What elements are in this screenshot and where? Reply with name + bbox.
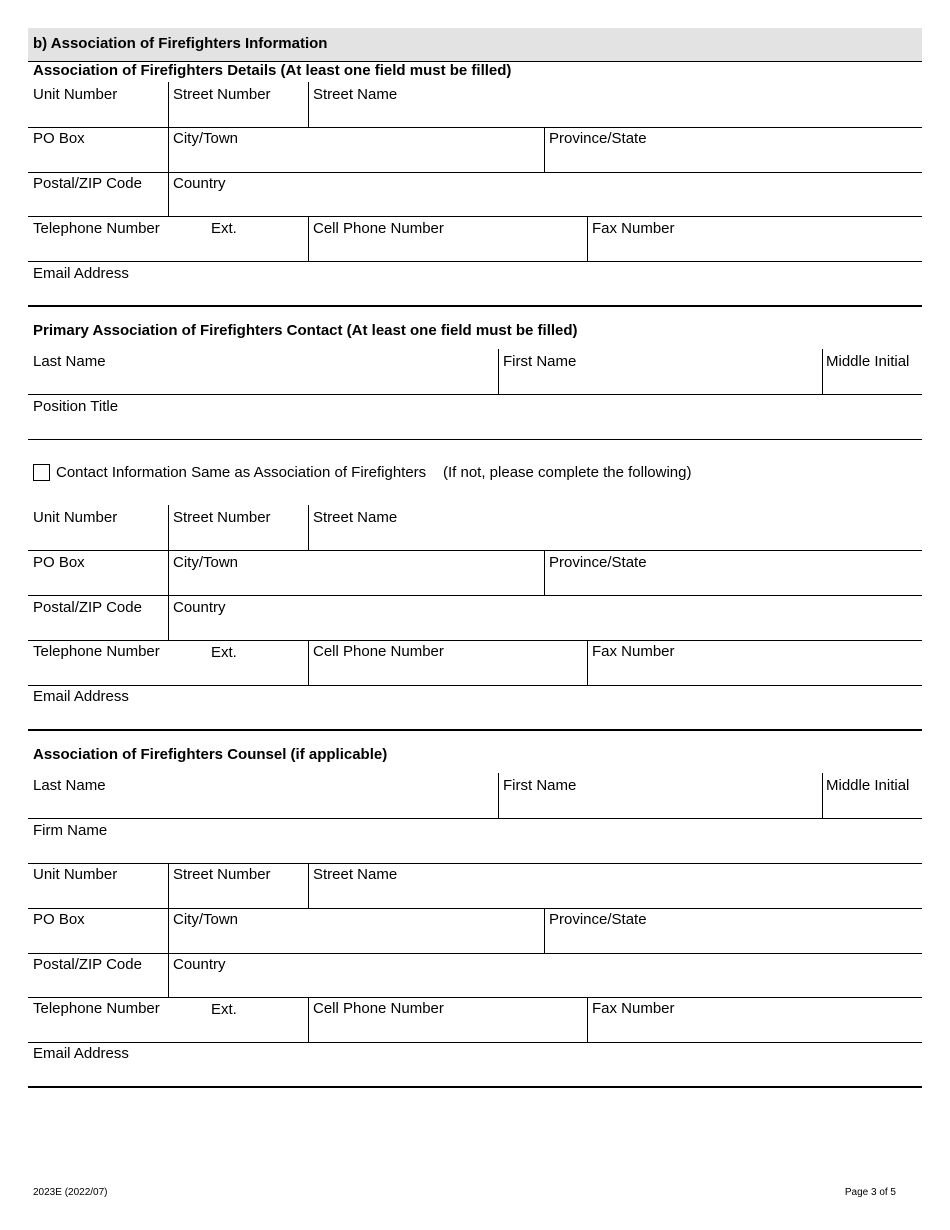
divider [544, 128, 545, 172]
counsel-fax-label: Fax Number [592, 1000, 675, 1017]
details-country-label: Country [173, 175, 226, 192]
counsel-country-label: Country [173, 956, 226, 973]
details-cell-phone-label: Cell Phone Number [313, 220, 444, 237]
details-province-state-label: Province/State [549, 130, 647, 147]
same-as-association-note: (If not, please complete the following) [443, 464, 692, 481]
contact-email-field[interactable] [28, 686, 922, 729]
contact-position-title-field[interactable] [28, 395, 922, 439]
details-po-box-label: PO Box [33, 130, 85, 147]
details-country-field[interactable] [169, 173, 922, 216]
divider [308, 641, 309, 685]
counsel-po-box-label: PO Box [33, 911, 85, 928]
contact-street-number-label: Street Number [173, 509, 271, 526]
details-heading: Association of Firefighters Details (At least one field must be filled) [33, 62, 512, 79]
divider [822, 773, 823, 818]
counsel-country-field[interactable] [169, 954, 922, 997]
divider [587, 217, 588, 261]
contact-position-title-label: Position Title [33, 398, 119, 415]
divider [168, 505, 169, 550]
contact-first-name-label: First Name [503, 353, 577, 370]
details-city-town-label: City/Town [173, 130, 239, 147]
divider [168, 551, 169, 595]
divider [587, 641, 588, 685]
divider [168, 864, 169, 908]
contact-street-name-label: Street Name [313, 509, 398, 526]
contact-ext-label: Ext. [211, 644, 237, 661]
section-header: b) Association of Firefighters Information [33, 35, 328, 52]
counsel-street-number-label: Street Number [173, 866, 271, 883]
counsel-email-field[interactable] [28, 1043, 922, 1086]
same-as-association-checkbox[interactable] [33, 464, 50, 481]
counsel-middle-initial-label: Middle Initial [826, 777, 910, 794]
divider [308, 217, 309, 261]
divider [544, 909, 545, 953]
counsel-unit-number-label: Unit Number [33, 866, 118, 883]
contact-country-field[interactable] [169, 596, 922, 640]
contact-telephone-label: Telephone Number [33, 643, 160, 660]
contact-province-state-label: Province/State [549, 554, 647, 571]
contact-po-box-label: PO Box [33, 554, 85, 571]
form-code: 2023E (2022/07) [33, 1187, 108, 1198]
divider [168, 909, 169, 953]
details-street-name-field[interactable] [309, 82, 922, 127]
counsel-last-name-label: Last Name [33, 777, 106, 794]
counsel-firm-name-field[interactable] [28, 819, 922, 863]
counsel-heading: Association of Firefighters Counsel (if applicable) [33, 746, 388, 763]
divider [308, 998, 309, 1042]
contact-email-label: Email Address [33, 688, 129, 705]
counsel-province-state-label: Province/State [549, 911, 647, 928]
divider [544, 551, 545, 595]
counsel-telephone-label: Telephone Number [33, 1000, 160, 1017]
counsel-street-name-label: Street Name [313, 866, 398, 883]
same-as-association-label: Contact Information Same as Association of Firefighters [56, 464, 427, 481]
contact-last-name-label: Last Name [33, 353, 106, 370]
section-divider [28, 305, 922, 307]
section-divider [28, 1086, 922, 1088]
contact-heading: Primary Association of Firefighters Contact (At least one field must be filled) [33, 322, 578, 339]
divider [168, 954, 169, 997]
divider [168, 128, 169, 172]
contact-fax-label: Fax Number [592, 643, 675, 660]
contact-unit-number-label: Unit Number [33, 509, 118, 526]
contact-postal-zip-label: Postal/ZIP Code [33, 599, 142, 616]
section-divider [28, 729, 922, 731]
contact-cell-phone-label: Cell Phone Number [313, 643, 444, 660]
counsel-city-town-label: City/Town [173, 911, 239, 928]
details-email-field[interactable] [28, 262, 922, 306]
divider [168, 82, 169, 127]
divider [308, 82, 309, 127]
details-email-label: Email Address [33, 265, 129, 282]
counsel-street-name-field[interactable] [309, 864, 922, 908]
divider [168, 596, 169, 640]
contact-middle-initial-label: Middle Initial [826, 353, 910, 370]
details-unit-number-label: Unit Number [33, 86, 118, 103]
divider [822, 349, 823, 394]
divider [28, 439, 922, 440]
contact-country-label: Country [173, 599, 226, 616]
divider [498, 773, 499, 818]
counsel-ext-label: Ext. [211, 1001, 237, 1018]
contact-city-town-label: City/Town [173, 554, 239, 571]
counsel-email-label: Email Address [33, 1045, 129, 1062]
divider [587, 998, 588, 1042]
counsel-firm-name-label: Firm Name [33, 822, 108, 839]
details-street-number-label: Street Number [173, 86, 271, 103]
details-postal-zip-label: Postal/ZIP Code [33, 175, 142, 192]
counsel-first-name-label: First Name [503, 777, 577, 794]
divider [168, 173, 169, 216]
page-number: Page 3 of 5 [844, 1187, 896, 1198]
divider [498, 349, 499, 394]
details-fax-label: Fax Number [592, 220, 675, 237]
counsel-cell-phone-label: Cell Phone Number [313, 1000, 444, 1017]
divider [308, 505, 309, 550]
counsel-postal-zip-label: Postal/ZIP Code [33, 956, 142, 973]
details-telephone-label: Telephone Number [33, 220, 160, 237]
divider [308, 864, 309, 908]
contact-street-name-field[interactable] [309, 505, 922, 550]
details-ext-label: Ext. [211, 220, 237, 237]
details-street-name-label: Street Name [313, 86, 398, 103]
